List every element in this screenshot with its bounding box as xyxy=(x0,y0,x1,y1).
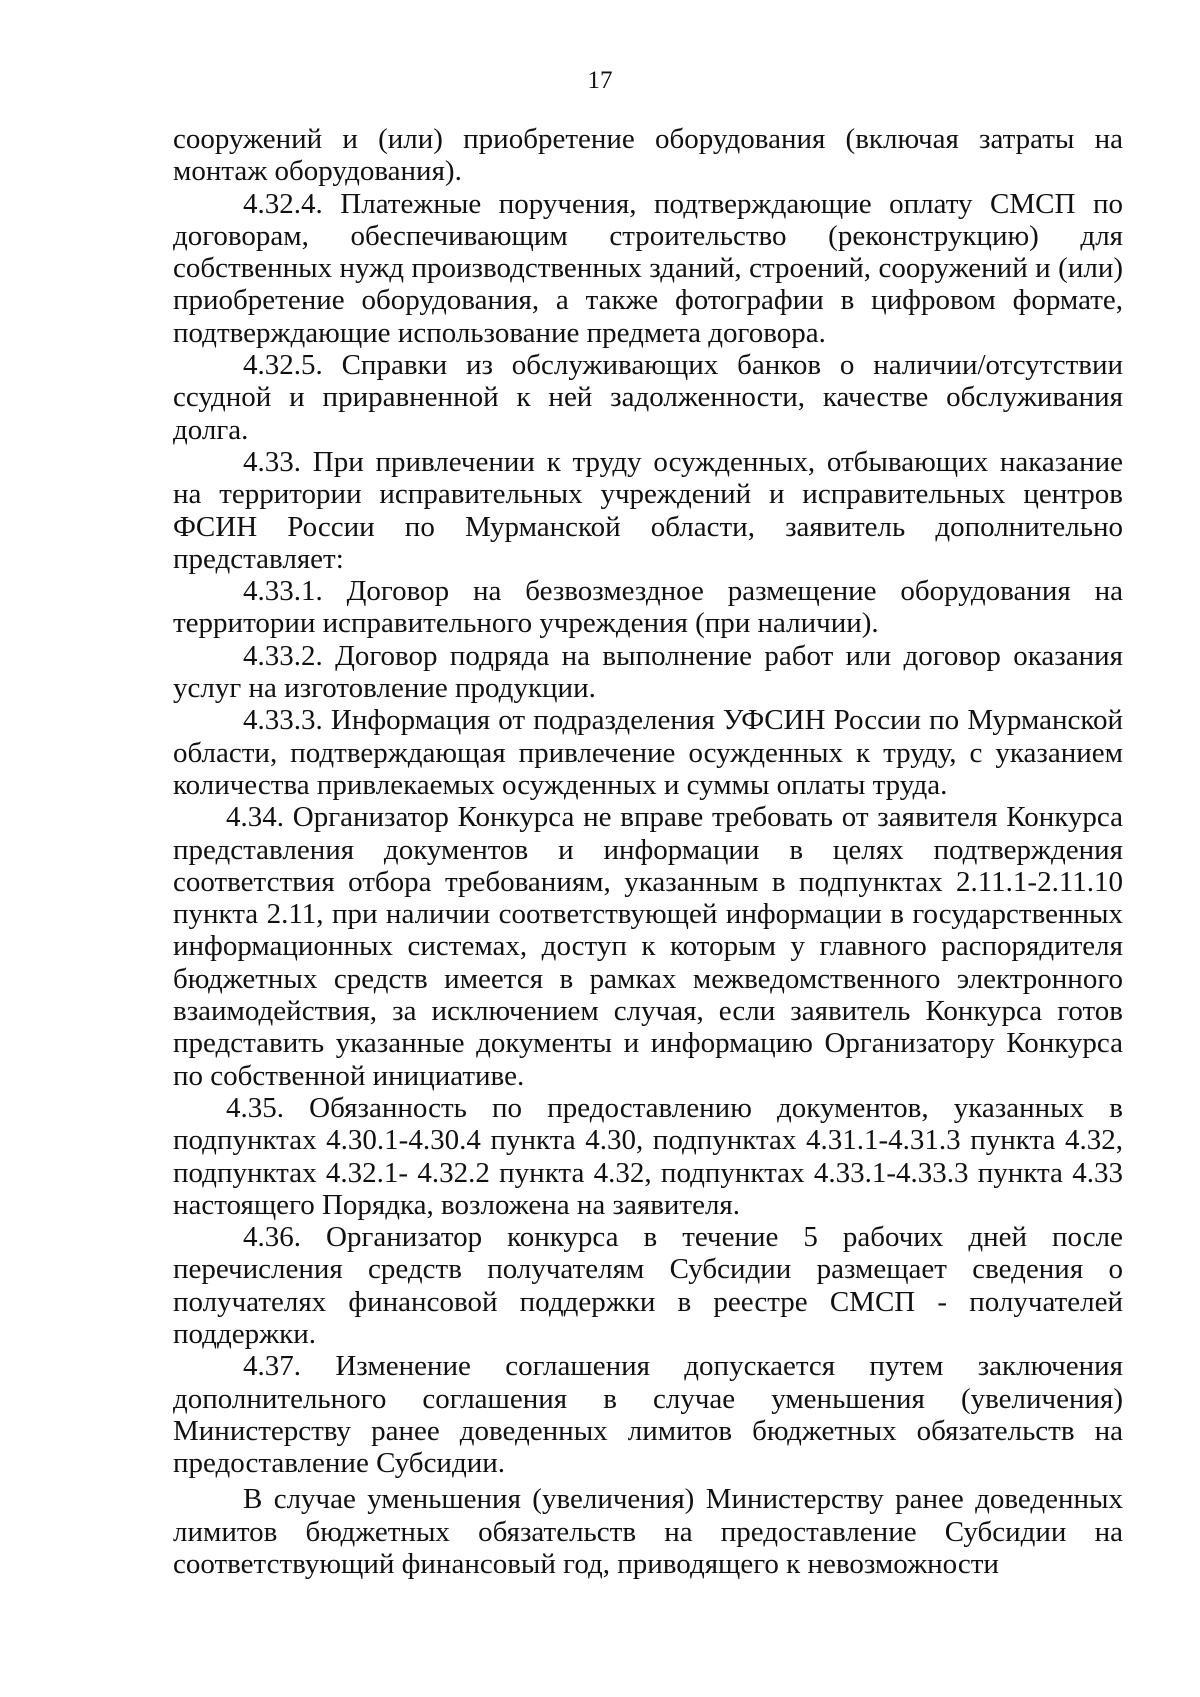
document-body xyxy=(173,123,1123,1580)
paragraph-4-33: 4.33. При привлечении к труду осужденных, отбывающих наказание на территории исправительных учреждений и исправительных центров ФСИН России по Мурманской области, заявитель дополнительно представляет: xyxy=(173,445,1123,575)
paragraph-4-35: 4.35. Обязанность по предоставлению документов, указанных в подпунктах 4.30.1-4.30.4 пункта 4.30, подпунктах 4.31.1-4.31.3 пункта 4.32, подпунктах 4.32.1- 4.32.2 пункта 4.32, подпунктах 4.33.1-4.33.3 пункта 4.33 настоящего Порядка, возложена на заявителя. xyxy=(173,1091,1123,1221)
paragraph-4-33-1: 4.33.1. Договор на безвозмездное размещение оборудования на территории исправительного учреждения (при наличии). xyxy=(173,575,1123,640)
paragraph-limits-change: В случае уменьшения (увеличения) Министерству ранее доведенных лимитов бюджетных обязательств на предоставление Субсидии на соответствующий финансовый год, приводящего к невозможности xyxy=(173,1483,1123,1581)
paragraph-4-33-2: 4.33.2. Договор подряда на выполнение работ или договор оказания услуг на изготовление продукции. xyxy=(173,639,1123,705)
paragraph-4-33-3: 4.33.3. Информация от подразделения УФСИН России по Мурманской области, подтверждающая привлечение осужденных к труду, с указанием количества привлекаемых осужденных и суммы оплаты труда. xyxy=(173,704,1123,801)
paragraph-4-32-5: 4.32.5. Справки из обслуживающих банков о наличии/отсутствии ссудной и приравненной к ней задолженности, качестве обслуживания долга. xyxy=(173,349,1123,446)
paragraph-4-36: 4.36. Организатор конкурса в течение 5 рабочих дней после перечисления средств получателям Субсидии размещает сведения о получателях финансовой поддержки в реестре СМСП - получателей поддержки. xyxy=(173,1221,1123,1350)
paragraph-continuation: сооружений и (или) приобретение оборудования (включая затраты на монтаж оборудования). xyxy=(173,123,1123,188)
page-number: 17 xyxy=(587,67,613,94)
paragraph-4-32-4: 4.32.4. Платежные поручения, подтверждающие оплату СМСП по договорам, обеспечивающим строительство (реконструкцию) для собственных нужд производственных зданий, строений, сооружений и (или) приобретение оборудования, а также фотографии в цифровом формате, подтверждающие использование предмета договора. xyxy=(173,187,1123,349)
paragraph-4-34: 4.34. Организатор Конкурса не вправе требовать от заявителя Конкурса представления документов и информации в целях подтверждения соответствия отбора требованиям, указанным в подпунктах 2.11.1-2.11.10 пункта 2.11, при наличии соответствующей информации в государственных информационных системах, доступ к которым у главного распорядителя бюджетных средств имеется в рамках межведомственного электронного взаимодействия, за исключением случая, если заявитель Конкурса готов представить указанные документы и информацию Организатору Конкурса по собственной инициативе. xyxy=(173,801,1123,1092)
paragraph-4-37: 4.37. Изменение соглашения допускается путем заключения дополнительного соглашения в случае уменьшения (увеличения) Министерству ранее доведенных лимитов бюджетных обязательств на предоставление Субсидии. xyxy=(173,1350,1123,1480)
